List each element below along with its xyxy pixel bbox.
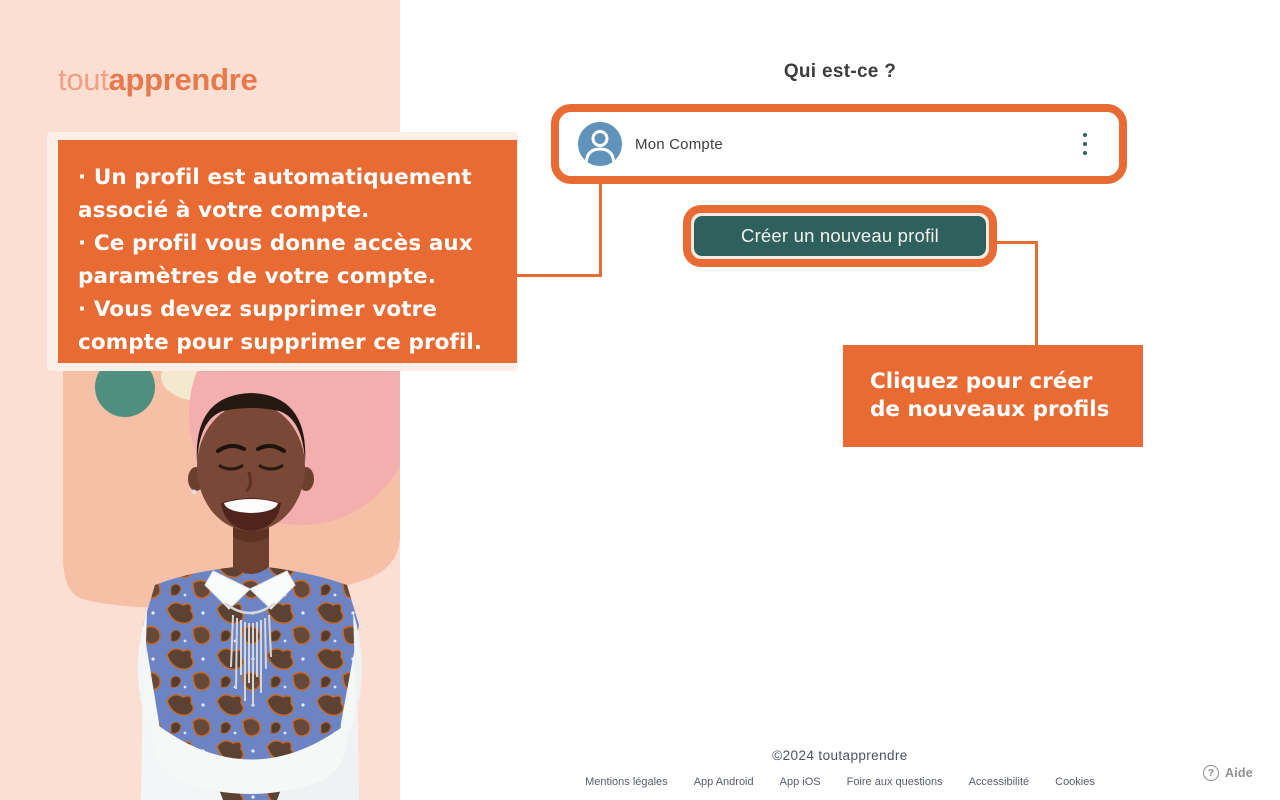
- hero-photo: [63, 371, 400, 800]
- profile-name: Mon Compte: [635, 135, 723, 153]
- connector-create-note-horizontal: [995, 241, 1038, 244]
- connector-create-note-vertical: [1035, 241, 1038, 348]
- profile-note-annotation: [58, 140, 517, 363]
- create-note-annotation: [843, 345, 1143, 447]
- footer-link-cookies[interactable]: Cookies: [1055, 776, 1095, 788]
- profile-note-line: · Ce profil vous donne accès aux: [78, 231, 473, 256]
- kebab-menu-icon[interactable]: [1079, 129, 1092, 160]
- footer-link-app-ios[interactable]: App iOS: [779, 776, 821, 788]
- hero-photo-illustration: [63, 371, 400, 800]
- logo-text-regular: tout: [58, 62, 109, 97]
- create-profile-highlight: [683, 205, 997, 267]
- create-profile-button[interactable]: Créer un nouveau profil: [694, 216, 986, 256]
- profile-note-line: · Un profil est automatiquement: [78, 165, 472, 190]
- logo-text-bold: apprendre: [108, 62, 258, 97]
- left-brand-panel: [0, 0, 400, 800]
- footer-link-app-android[interactable]: App Android: [693, 776, 754, 788]
- help-button[interactable]: [1203, 765, 1253, 781]
- help-label: Aide: [1225, 766, 1253, 780]
- profile-card[interactable]: [551, 104, 1127, 184]
- create-note-line: de nouveaux profils: [870, 397, 1110, 422]
- create-note-line: Cliquez pour créer: [870, 369, 1093, 394]
- page-title: Qui est-ce ?: [783, 61, 897, 82]
- footer-links: [400, 776, 1280, 788]
- profile-note-line: associé à votre compte.: [78, 198, 370, 223]
- footer-link-accessibilite[interactable]: Accessibilité: [968, 776, 1030, 788]
- profile-note-line: paramètres de votre compte.: [78, 264, 436, 289]
- main-content: [400, 0, 1280, 800]
- profile-note-line: compte pour supprimer ce profil.: [78, 330, 483, 355]
- connector-profile-note-vertical: [599, 184, 602, 277]
- profile-note-line: · Vous devez supprimer votre: [78, 297, 438, 322]
- footer-link-mentions-legales[interactable]: Mentions légales: [585, 776, 668, 788]
- footer-link-faq[interactable]: Foire aux questions: [846, 776, 943, 788]
- logo[interactable]: [58, 62, 257, 98]
- connector-profile-note-horizontal: [515, 274, 602, 277]
- help-circle-icon: ?: [1203, 765, 1219, 781]
- copyright-text: ©2024 toutapprendre: [772, 748, 908, 763]
- user-avatar-icon: [578, 122, 622, 166]
